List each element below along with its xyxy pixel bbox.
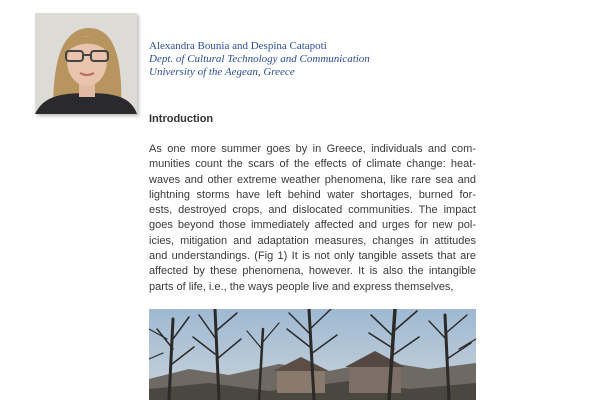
- introduction-paragraph: [149, 142, 476, 295]
- paragraph-line: icies, mitigation and adaptation measures, changes in attitudes: [149, 234, 476, 247]
- paragraph-line: ests, destroyed crops, and dislocated communities. The impact: [149, 204, 476, 217]
- paragraph-line: waves and other extreme weather phenomena, like rare sea and: [149, 173, 476, 186]
- paragraph-line: and understandings. (Fig 1) It is not only tangible assets that are: [149, 250, 476, 263]
- section-heading: Introduction: [149, 113, 214, 125]
- author-info: [149, 40, 370, 79]
- paragraph-line: affected by these phenomena, however. It is also the intangible: [149, 265, 476, 278]
- paragraph-line: goes beyond those immediately affected and urges for new pol-: [149, 219, 476, 232]
- paragraph-line: lightning storms have left behind water shortages, burned for-: [149, 188, 476, 201]
- author-department: Dept. of Cultural Technology and Communication: [149, 53, 370, 65]
- author-university: University of the Aegean, Greece: [149, 66, 295, 78]
- figure-burned-forest-photo: [149, 309, 476, 400]
- author-portrait: [35, 13, 137, 114]
- author-names: Alexandra Bounia and Despina Catapoti: [149, 40, 327, 52]
- paragraph-line: parts of life, i.e., the ways people live and express themselves,: [149, 280, 454, 293]
- paragraph-line: munities count the scars of the effects of climate change: heat-: [149, 158, 476, 171]
- paragraph-line: As one more summer goes by in Greece, individuals and com-: [149, 143, 476, 155]
